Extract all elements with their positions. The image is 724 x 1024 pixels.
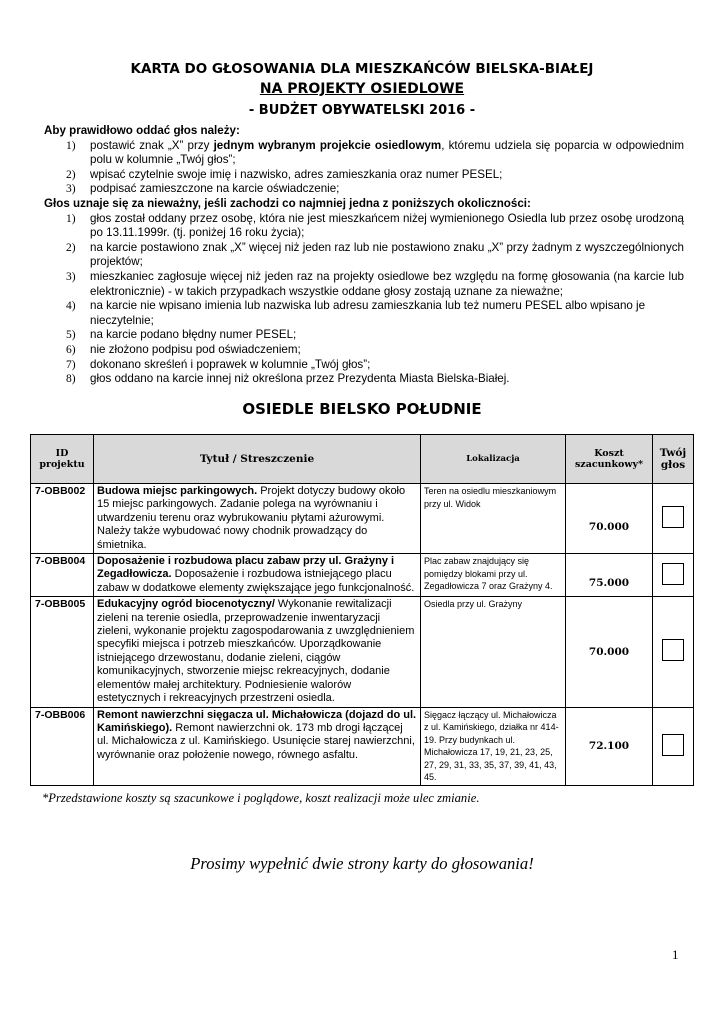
cost-footnote: *Przedstawione koszty są szacunkowe i poglądowe, koszt realizacji może ulec zmianie.	[42, 791, 480, 805]
project-cost: 72.100	[566, 707, 653, 786]
list-item: 1) głos został oddany przez osobę, która nie jest mieszkańcem niżej wymienionego Osiedla lub przez osobę urodzoną po 13.11.1999r. (tj. poniżej 16 roku życia);	[66, 211, 684, 240]
list-item: 4) na karcie nie wpisano imienia lub nazwiska lub adresu zamieszkania lub też numeru PESEL albo wpisano je nieczytelnie;	[66, 299, 646, 327]
projects-table	[30, 434, 694, 786]
header-id: ID projektu	[31, 435, 94, 484]
project-title: Remont nawierzchni sięgacza ul. Michałowicza (dojazd do ul. Kamińskiego).	[97, 708, 417, 734]
list-item: 6) nie złożono podpisu pod oświadczeniem;	[66, 342, 301, 356]
ballot-subtitle: NA PROJEKTY OSIEDLOWE	[259, 81, 465, 97]
list-item: 7) dokonano skreśleń i poprawek w kolumnie „Twój głos”;	[66, 357, 371, 371]
project-title: Doposażenie i rozbudowa placu zabaw przy ul. Grażyny i Zegadłowicza.	[97, 555, 395, 581]
header-location: Lokalizacja	[421, 435, 566, 484]
project-summary: Doposażenie i rozbudowa istniejącego placu zabaw w dodatkowe elementy zwiększające jego funkcjonalność.	[97, 568, 415, 594]
list-item: 3) podpisać zamieszczone na karcie oświadczenie;	[66, 182, 340, 196]
vote-cell	[653, 707, 694, 786]
project-id: 7-OBB004	[31, 554, 94, 597]
list-item: 2) wpisać czytelnie swoje imię i nazwisko, adres zamieszkania oraz numer PESEL;	[66, 167, 503, 181]
project-location: Sięgacz łączący ul. Michałowicza z ul. Kamińskiego, działka nr 414-19. Przy budynkach ul. Michałowicza 17, 19, 21, 23, 25, 27, 29, 31, 33, 35, 37, 39, 41, 43, 45.	[421, 707, 566, 786]
budget-label: - BUDŻET OBYWATELSKI 2016 -	[248, 103, 476, 118]
instructions	[44, 124, 684, 387]
project-cost: 75.000	[566, 554, 653, 597]
project-id: 7-OBB005	[31, 597, 94, 707]
project-description	[94, 707, 421, 786]
vote-checkbox[interactable]	[662, 506, 684, 528]
vote-checkbox[interactable]	[662, 734, 684, 756]
district-heading: OSIEDLE BIELSKO POŁUDNIE	[242, 400, 482, 418]
list-item: 3) mieszkaniec zagłosuje więcej niż jeden raz na projekty osiedlowe bez względu na formę głosowania (na karcie lub elektronicznie) - w takich przypadkach wszystkie oddane głosy zostają uznane za nieważne;	[66, 269, 684, 298]
table-header-row	[31, 435, 694, 484]
valid-vote-list	[44, 139, 684, 197]
table-row	[31, 484, 694, 554]
project-summary: Wykonanie rewitalizacji zieleni na terenie osiedla, przeprowadzenie inwentaryzacji zieleni, wykonanie projektu zagospodarowania z uwzględnieniem specyfiki miejsca i potrzeb mieszkańców. Uporządkowanie istniejącego drzewostanu, dodanie zieleni, ciągów komunikacyjnych, stworzenie miejsc rekreacyjnych, dodanie elementów małej architektury. Podniesienie walorów estetycznych i rekreacyjnych przestrzeni osiedla.	[97, 598, 415, 705]
valid-vote-heading: Aby prawidłowo oddać głos należy:	[44, 124, 240, 137]
closing-note: Prosimy wypełnić dwie strony karty do głosowania!	[190, 854, 534, 873]
project-id: 7-OBB006	[31, 707, 94, 786]
vote-cell	[653, 554, 694, 597]
project-title: Edukacyjny ogród biocenotyczny/	[97, 598, 275, 611]
project-location: Plac zabaw znajdujący się pomiędzy blokami przy ul. Zegadłowicza 7 oraz Grażyny 4.	[421, 554, 566, 597]
header-cost: Koszt szacunkowy*	[566, 435, 653, 484]
project-location: Teren na osiedlu mieszkaniowym przy ul. Widok	[421, 484, 566, 554]
project-description	[94, 597, 421, 707]
table-row	[31, 554, 694, 597]
project-summary: Remont nawierzchni ok. 173 mb drogi łączącej ul. Michałowicza z ul. Kamińskiego. Usunięcie starej nawierzchni, wyrównanie oraz położenie nowego, równego asfaltu.	[97, 721, 415, 761]
list-item: 1) postawić znak „X” przy jednym wybranym projekcie osiedlowym, któremu udziela się poparcia w odpowiednim polu w kolumnie „Twój głos”;	[66, 138, 684, 167]
project-description	[94, 554, 421, 597]
table-row	[31, 707, 694, 786]
header-vote: Twój głos	[653, 435, 694, 484]
project-cost: 70.000	[566, 597, 653, 707]
project-description	[94, 484, 421, 554]
vote-cell	[653, 484, 694, 554]
project-location: Osiedla przy ul. Grażyny	[421, 597, 566, 707]
ballot-title: KARTA DO GŁOSOWANIA DLA MIESZKAŃCÓW BIELSKA-BIAŁEJ	[130, 61, 594, 77]
vote-cell	[653, 597, 694, 707]
invalid-vote-list	[44, 212, 684, 387]
list-item: 2) na karcie postawiono znak „X” więcej niż jeden raz lub nie postawiono znaku „X” przy żadnym z wyszczególnionych projektów;	[66, 240, 684, 269]
list-item: 5) na karcie podano błędny numer PESEL;	[66, 328, 297, 342]
invalid-vote-heading: Głos uznaje się za nieważny, jeśli zachodzi co najmniej jedna z poniższych okoliczności:	[44, 196, 531, 210]
header-title: Tytuł / Streszczenie	[94, 435, 421, 484]
project-summary: Projekt dotyczy budowy około 15 miejsc parkingowych. Zadanie polega na wyrównaniu i utwardzeniu terenu oraz wybrukowaniu płytami ażurowymi. Należy także wybudować nowy chodnik prowadzący do śmietnika.	[97, 485, 406, 551]
project-cost: 70.000	[566, 484, 653, 554]
project-title: Budowa miejsc parkingowych.	[97, 485, 258, 497]
project-id: 7-OBB002	[31, 484, 94, 554]
vote-checkbox[interactable]	[662, 639, 684, 661]
list-item: 8) głos oddano na karcie innej niż określona przez Prezydenta Miasta Bielska-Białej.	[66, 372, 510, 386]
page-number: 1	[672, 947, 679, 962]
table-row	[31, 597, 694, 707]
vote-checkbox[interactable]	[662, 563, 684, 585]
